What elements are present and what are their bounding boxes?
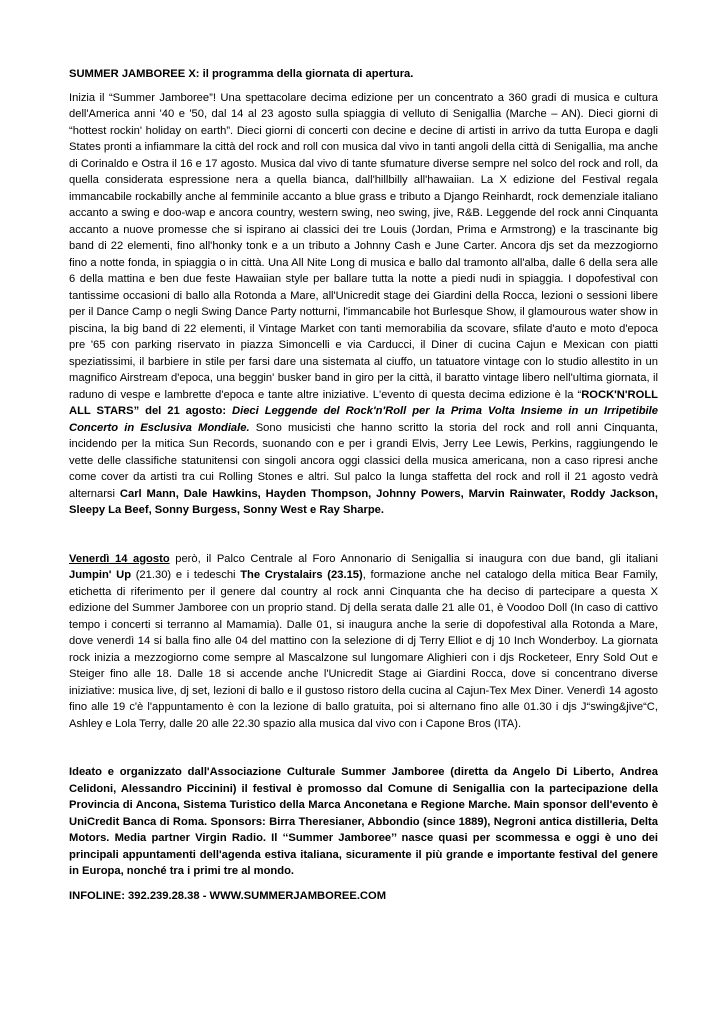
band-crystalairs: The Crystalairs (23.15) [240, 569, 363, 581]
document-title: SUMMER JAMBOREE X: il programma della giornata di apertura. [69, 68, 414, 80]
friday-text-3: , formazione anche nel catalogo della mitica Bear Family, etichetta di riferimento per il genere dal country al rock anni Cinquanta che ha deciso di partecipare a questa X edizione del Summer Jamboree con un proprio stand. Dj della serata dalle 21 alle 01, è Voodoo Doll (In caso di cattivo tempo i concerti si terranno al Mamamia). Dalle 01, si inaugura anche la serie di dopofestival alla Rotonda a Mare, dove venerdì 14 si balla fino alle 04 del mattino con la selezione di dj Terry Elliot e dj 10 Inch Wonderboy. La giornata rock inizia a mezzogiorno come sempre al Mascalzone sul lungomare Alighieri con i djs Rocketeer, Enry Sold Out e Steiger fino alle 18. Dalle 18 si accende anche l'Unicredit Stage ai Giardini Rocca, dove si concentrano diverse iniziative: musica live, dj set, lezioni di ballo e il gustoso ristoro della cucina al Cajun-Tex Mex Diner. Venerdì 14 agosto fino alle 19 c'è l'appuntamento è con la lezione di ballo gratuita, poi si alternano fino alle 01.30 i djs J“swing&jive“C, Ashley e Lola Terry, dalle 20 alle 22.30 spazio alla musica dal vivo con i Capone Bros (ITA). [69, 569, 658, 730]
friday-paragraph [69, 551, 658, 733]
event-subtitle: Dieci Leggende del Rock'n'Roll per la Prima Volta Insieme in un Irripetibile Concerto in Esclusiva Mondiale. [69, 405, 658, 434]
friday-text-2: (21.30) e i tedeschi [131, 569, 241, 581]
artists-list: Carl Mann, Dale Hawkins, Hayden Thompson, Johnny Powers, Marvin Rainwater, Roddy Jackson, Sleepy La Beef, Sonny Burgess, Sonny West e Ray Sharpe. [69, 487, 658, 516]
event-name: ROCK'N'ROLL ALL STARS” del 21 agosto: [69, 388, 658, 417]
band-jumpin-up: Jumpin' Up [69, 569, 132, 581]
intro-paragraph [69, 90, 658, 519]
sponsors-paragraph: Ideato e organizzato dall'Associazione Culturale Summer Jamboree (diretta da Angelo Di Liberto, Andrea Celidoni, Alessandro Piccinini) il festival è promosso dal Comune di Senigallia con la partecipazione della Provincia di Ancona, Sistema Turistico della Marca Anconetana e Regione Marche. Main sponsor dell'evento è UniCredit Banca di Roma. Sponsors: Birra Theresianer, Abbondio (since 1889), Negroni antica distilleria, Delta Motors. Media partner Virgin Radio. Il ‘‘Summer Jamboree’’ nasce quasi per scommessa e oggi è uno dei principali appuntamenti dell'agenda estiva italiana, sicuramente il più grande e importante festival del genere in Europa, nonché tra i primi tre al mondo. [69, 766, 658, 877]
infoline: INFOLINE: 392.239.28.38 - WWW.SUMMERJAMBOREE.COM [69, 889, 387, 902]
intro-text-2: Sono musicisti che hanno scritto la storia del rock and roll anni Cinquanta, incidendo per la mitica Sun Records, suonando con e per i grandi Elvis, Jerry Lee Lewis, Perkins, raggiungendo le vette delle classifiche statunitensi con singoli ancora oggi classici della musica americana, non a caso ripresi anche come cover da artisti tra cui Rolling Stones e altri. Sul palco la lunga staffetta del rock and roll il 21 agosto vedrà alternarsi [69, 421, 658, 500]
friday-text-1: però, il Palco Centrale al Foro Annonario di Senigallia si inaugura con due band, gli italiani [169, 552, 659, 565]
intro-text: Inizia il “Summer Jamboree”! Una spettacolare decima edizione per un concentrato a 360 gradi di musica e cultura dell'America anni '40 e '50, dal 14 al 23 agosto sulla spiaggia di velluto di Senigallia (Marche – AN). Dieci giorni di “hottest rockin' holiday on earth”. Dieci giorni di concerti con decine e decine di artisti in arrivo da tutta Europa e dagli States pronti a infiammare la città del rock and roll con musica dal vivo in tanti angoli della città di Senigallia, ma anche di Corinaldo e Ostra il 16 e 17 agosto. Musica dal vivo di tante sfumature diverse sempre nel solco del rock and roll, da quella considerata espressione nera a quella bianca, dall'hillbilly all'hawaiian. La X edizione del Festival regala immancabile rockabilly anche al femminile accanto a blue grass e tributo a Django Reinhardt, rock demenziale italiano accanto a swing e doo-wap e ancora country, western swing, neo swing, jive, R&B. Leggende del rock anni Cinquanta accanto a nuove promesse che si ispirano ai classici dei tre Louis (Jordan, Prima e Armstrong) e la trascinante big band di 22 elementi, fino all'honky tonk e a un tributo a Johnny Cash e June Carter. Ancora djs set da mezzogiorno fino a notte fonda, in spiaggia o in città. Una All Nite Long di musica e ballo dal tramonto all'alba, dalle 6 della sera alle 6 della mattina e ben due feste Hawaiian style per ballare tutta la notte a piedi nudi in spiaggia. I dopofestival con tantissime occasioni di ballo alla Rotonda a Mare, all'Unicredit stage dei Giardini della Rocca, lezioni o sessioni libere per il Dance Camp o negli Swing Dance Party notturni, l'immancabile hot Burlesque Show, il glamourous water show in piscina, la big band di 22 elementi, il Vintage Market con tanti memorabilia da scovare, sfilate d'auto e moto d'epoca pre '65 con parking riservato in piazza Simoncelli e via Carducci, il Diner di cucina Cajun e Mexican con piatti speziatissimi, il barbiere in stile per farsi dare una sistemata al ciuffo, un tatuatore vintage con lo studio allestito in un magnifico Airstream d'epoca, una beggin' busker band in giro per la città, il baratto vintage libero nell'ultima giornata, il raduno di vespe e lambrette d'epoca e tante altre iniziative. L'evento di questa decima edizione è la “ [69, 91, 658, 401]
friday-date: Venerdì 14 agosto [69, 552, 170, 565]
